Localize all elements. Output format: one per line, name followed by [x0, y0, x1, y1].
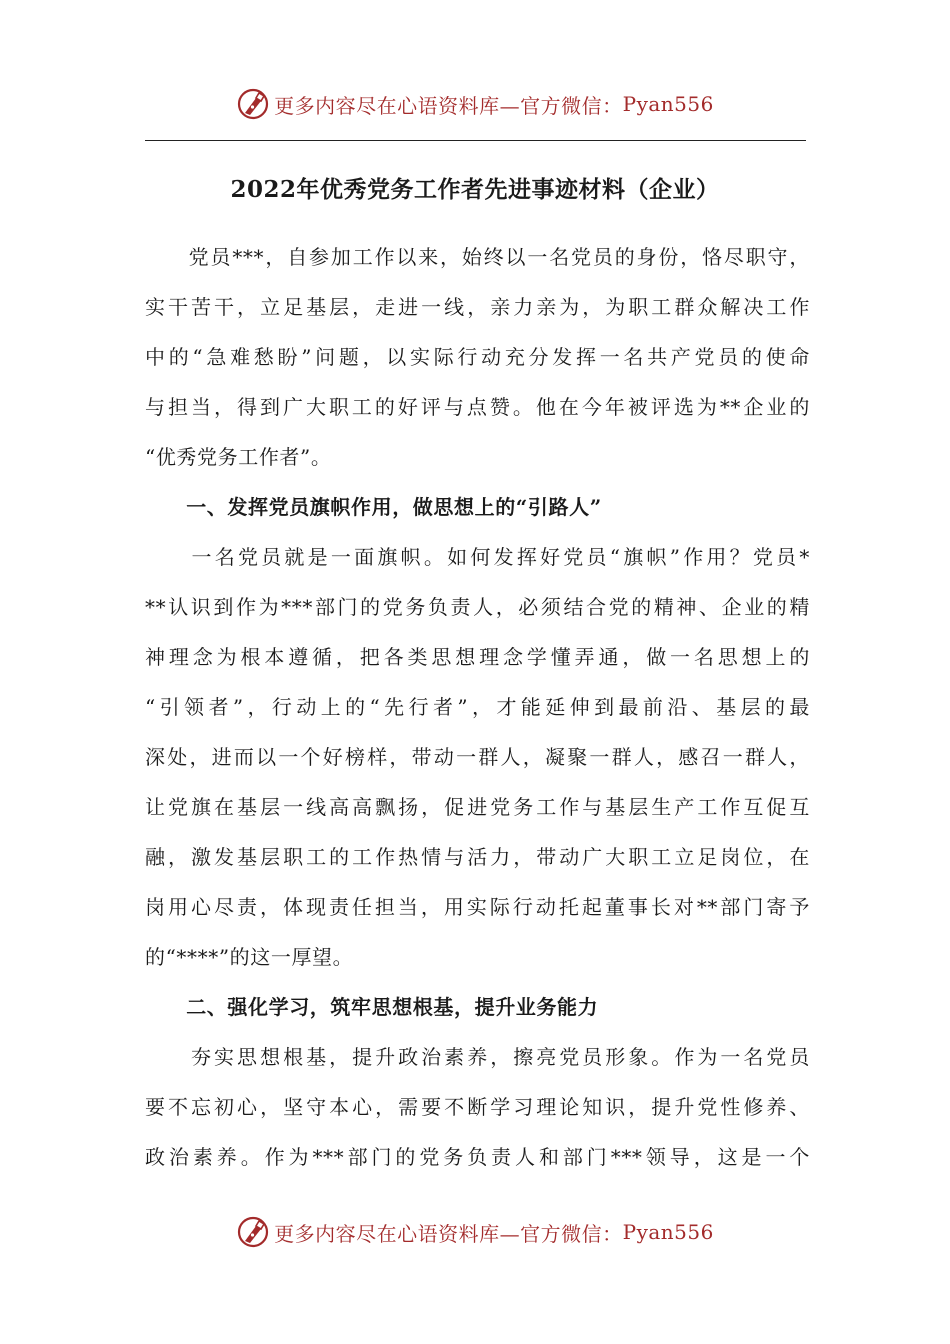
wechat-id: Pyan556	[622, 92, 714, 116]
text-line: **认识到作为***部门的党务负责人，必须结合党的精神、企业的精	[145, 595, 810, 619]
text-line: 岗用心尽责，体现责任担当，用实际行动托起董事长对**部门寄予	[145, 895, 810, 919]
text-line: 政治素养。作为***部门的党务负责人和部门***领导，这是一个	[145, 1145, 810, 1169]
section-heading: 一、发挥党员旗帜作用，做思想上的“引路人”	[145, 495, 602, 519]
text-line: 的“****”的这一厚望。	[145, 945, 354, 969]
text-line: 一名党员就是一面旗帜。如何发挥好党员“旗帜”作用？党员*	[145, 545, 810, 569]
text-line: 神理念为根本遵循，把各类思想理念学懂弄通，做一名思想上的	[145, 645, 810, 669]
text-line: 中的“急难愁盼”问题，以实际行动充分发挥一名共产党员的使命	[145, 345, 810, 369]
text-line: 党员***，自参加工作以来，始终以一名党员的身份，恪尽职守，	[145, 245, 810, 269]
banner-text: 更多内容尽在心语资料库—官方微信：	[274, 1221, 623, 1246]
header-banner	[0, 84, 950, 124]
pen-nib-logo-icon	[236, 1215, 270, 1249]
section-heading: 二、强化学习，筑牢思想根基，提升业务能力	[145, 995, 599, 1019]
document-title: 2022年优秀党务工作者先进事迹材料（企业）	[230, 176, 720, 203]
text-line: “引领者”，行动上的“先行者”，才能延伸到最前沿、基层的最	[145, 695, 810, 719]
text-line: 融，激发基层职工的工作热情与活力，带动广大职工立足岗位，在	[145, 845, 810, 869]
pen-nib-logo-icon	[236, 87, 270, 121]
text-line: 深处，进而以一个好榜样，带动一群人，凝聚一群人，感召一群人，	[145, 745, 810, 769]
text-line: 让党旗在基层一线高高飘扬，促进党务工作与基层生产工作互促互	[145, 795, 810, 819]
text-line: 实干苦干，立足基层，走进一线，亲力亲为，为职工群众解决工作	[145, 295, 810, 319]
header-divider	[145, 140, 806, 141]
text-line: 夯实思想根基，提升政治素养，擦亮党员形象。作为一名党员	[145, 1045, 810, 1069]
banner-text: 更多内容尽在心语资料库—官方微信：	[274, 93, 623, 118]
text-line: “优秀党务工作者”。	[145, 445, 332, 469]
intro-paragraph	[145, 232, 810, 1182]
text-line: 要不忘初心，坚守本心，需要不断学习理论知识，提升党性修养、	[145, 1095, 810, 1119]
wechat-id: Pyan556	[622, 1220, 714, 1244]
footer-banner	[0, 1212, 950, 1252]
text-line: 与担当，得到广大职工的好评与点赞。他在今年被评选为**企业的	[145, 395, 810, 419]
